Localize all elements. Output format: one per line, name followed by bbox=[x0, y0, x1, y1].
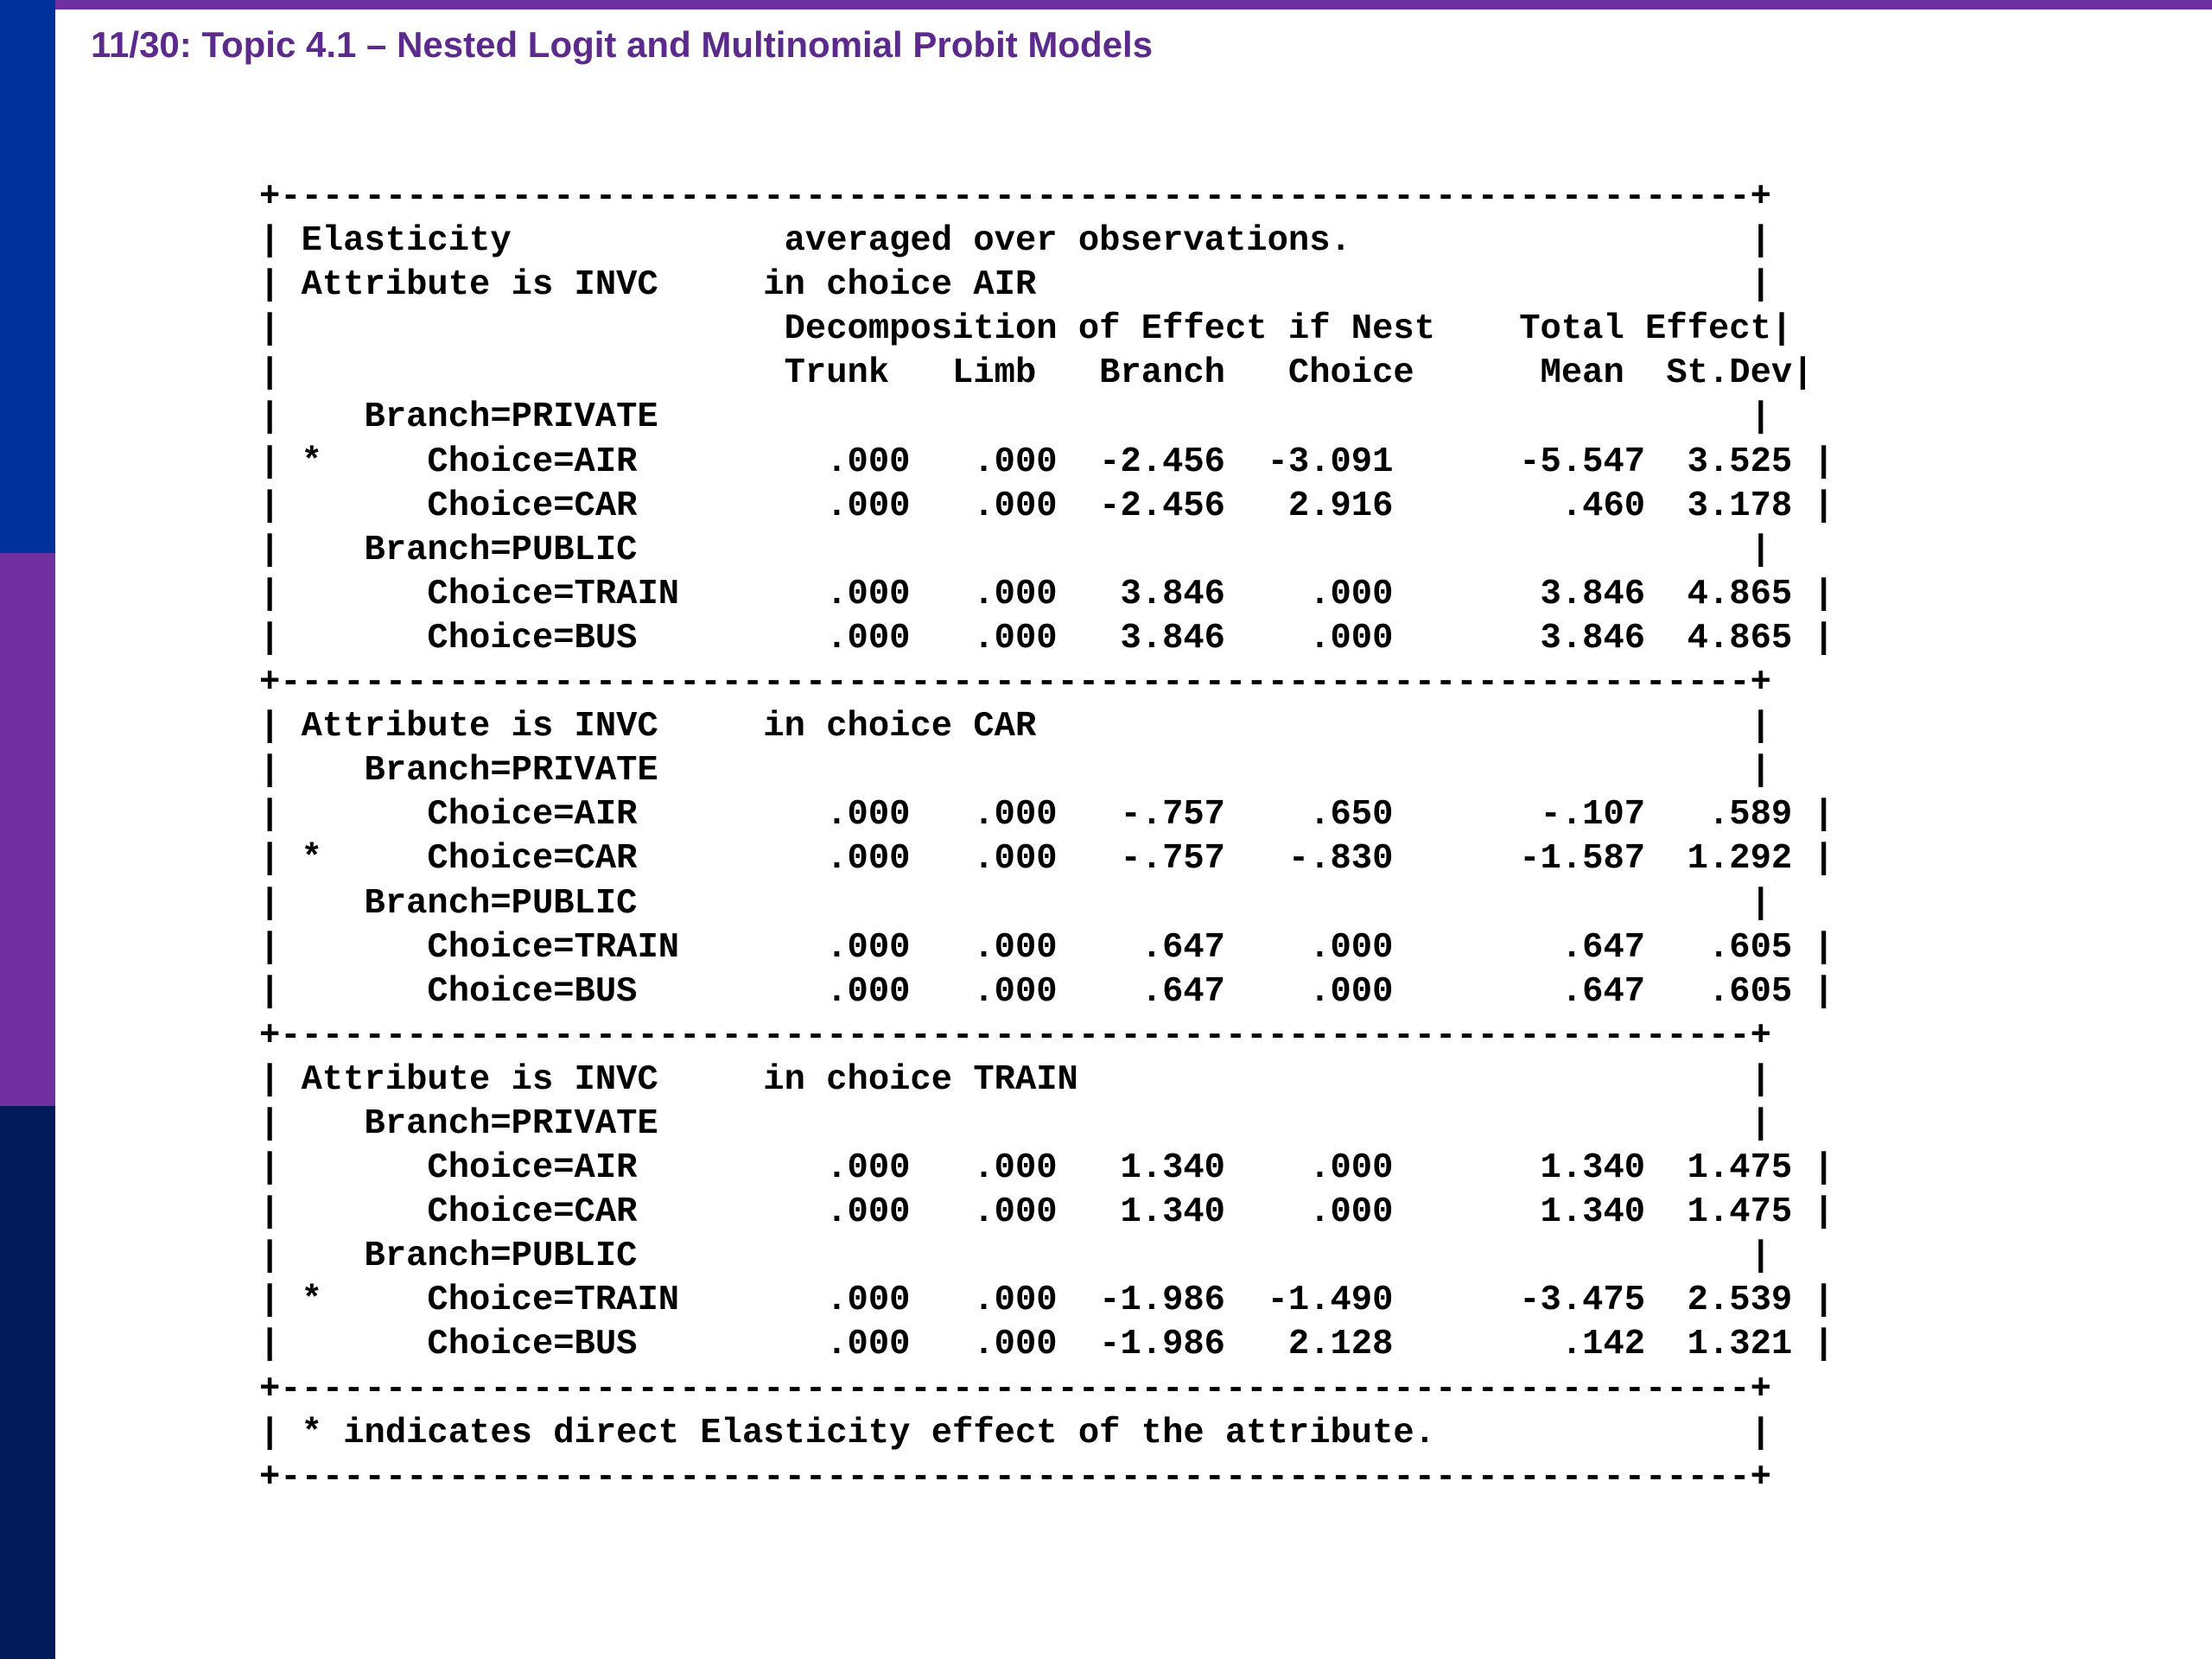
output-line: | * indicates direct Elasticity effect of the attribute. | bbox=[259, 1413, 1771, 1453]
slide-title: 11/30: Topic 4.1 – Nested Logit and Multinomial Probit Models bbox=[91, 24, 1154, 65]
output-line: | * Choice=CAR .000 .000 -.757 -.830 -1.587 1.292 | bbox=[259, 839, 1834, 880]
output-line: | Choice=BUS .000 .000 3.846 .000 3.846 4.865 | bbox=[259, 618, 1834, 658]
output-line: | Attribute is INVC in choice AIR | bbox=[259, 265, 1771, 306]
output-line: | * Choice=AIR .000 .000 -2.456 -3.091 -5.547 3.525 | bbox=[259, 442, 1834, 482]
output-line: | Choice=CAR .000 .000 -2.456 2.916 .460 3.178 | bbox=[259, 486, 1834, 526]
output-line: | Choice=BUS .000 .000 .647 .000 .647 .605 | bbox=[259, 971, 1834, 1012]
output-line: | Branch=PUBLIC | bbox=[259, 883, 1771, 924]
output-line: | Elasticity averaged over observations. | bbox=[259, 221, 1771, 262]
output-line: | Choice=BUS .000 .000 -1.986 2.128 .142 1.321 | bbox=[259, 1325, 1834, 1365]
sidebar-blue-segment bbox=[0, 0, 55, 553]
sidebar-navy-segment bbox=[0, 1106, 55, 1659]
output-line: +----------------------------------------------------------------------+ bbox=[259, 1457, 1771, 1497]
output-line: +----------------------------------------------------------------------+ bbox=[259, 177, 1771, 217]
output-line: | Branch=PRIVATE | bbox=[259, 397, 1771, 438]
output-line: | Branch=PUBLIC | bbox=[259, 1236, 1771, 1277]
output-line: | Choice=TRAIN .000 .000 3.846 .000 3.846 4.865 | bbox=[259, 574, 1834, 614]
output-line: | Branch=PRIVATE | bbox=[259, 751, 1771, 791]
output-line: | Choice=TRAIN .000 .000 .647 .000 .647 .605 | bbox=[259, 927, 1834, 968]
output-line: | * Choice=TRAIN .000 .000 -1.986 -1.490 -3.475 2.539 | bbox=[259, 1281, 1834, 1321]
output-line: +----------------------------------------------------------------------+ bbox=[259, 663, 1771, 703]
output-line: +----------------------------------------------------------------------+ bbox=[259, 1015, 1771, 1056]
output-line: | Choice=CAR .000 .000 1.340 .000 1.340 1.475 | bbox=[259, 1192, 1834, 1233]
output-line: | Attribute is INVC in choice CAR | bbox=[259, 707, 1771, 747]
output-line: | Decomposition of Effect if Nest Total Effect| bbox=[259, 309, 1793, 350]
output-line: | Choice=AIR .000 .000 -.757 .650 -.107 .589 | bbox=[259, 795, 1834, 836]
output-line: +----------------------------------------------------------------------+ bbox=[259, 1369, 1771, 1409]
sidebar-purple-segment bbox=[0, 553, 55, 1106]
output-line: | Trunk Limb Branch Choice Mean St.Dev| bbox=[259, 353, 1814, 394]
output-line: | Branch=PUBLIC | bbox=[259, 530, 1771, 570]
output-line: | Choice=AIR .000 .000 1.340 .000 1.340 1.475 | bbox=[259, 1148, 1834, 1189]
elasticity-output-table bbox=[259, 175, 1834, 1500]
output-line: | Branch=PRIVATE | bbox=[259, 1103, 1771, 1144]
output-line: | Attribute is INVC in choice TRAIN | bbox=[259, 1059, 1771, 1100]
top-accent-bar bbox=[0, 0, 2212, 10]
